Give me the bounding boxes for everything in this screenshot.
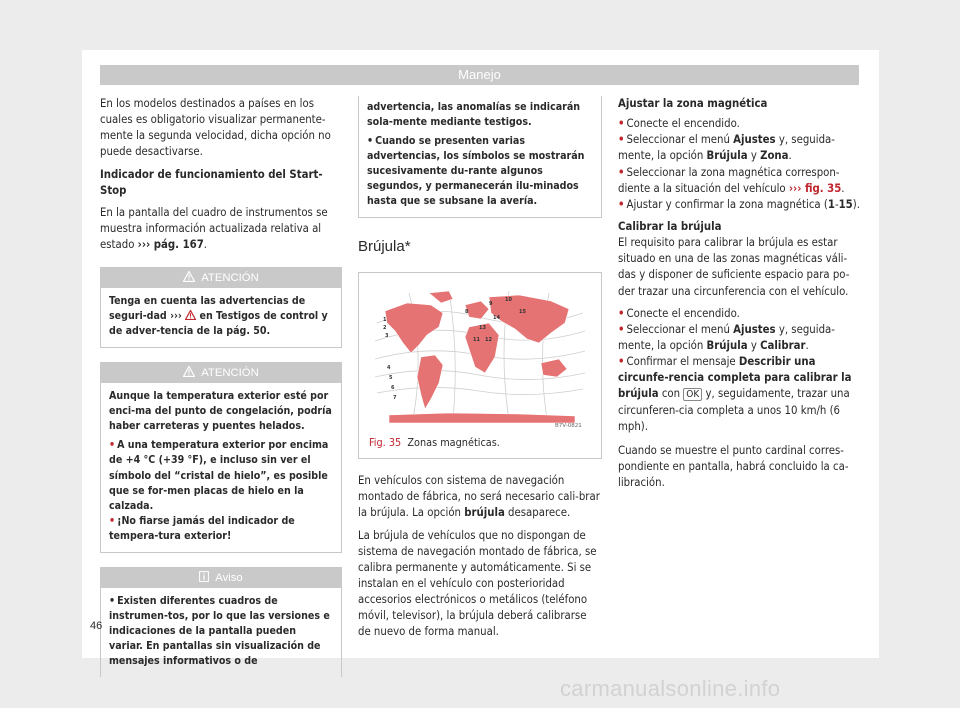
warning-text: Aunque la temperatura exterior esté por enci-ma del punto de congelación, podría haber carreteras y puentes helados. [109,390,332,433]
list-item: • Conecte el encendido. [618,117,740,131]
figure-caption: Fig. 35 Zonas magnéticas. [369,435,500,449]
svg-text:6: 6 [391,384,395,391]
svg-text:9: 9 [489,300,493,307]
list-item: • Cuando se presenten varias advertencias, los símbolos se mostrarán sucesivamente du-rante algunos segundos, y permanecerán ilu-minados hasta que se subsane la avería. [367,135,585,208]
figure-link[interactable]: ››› fig. 35 [788,181,842,195]
paragraph: En los modelos destinados a países en los cuales es obligatorio visualizar permanente-mente la segunda velocidad, dicha opción no puede desactivarse. [100,97,331,159]
paragraph: El requisito para calibrar la brújula es estar situado en una de las zonas magnéticas váli-das y disponer de suficiente espacio para po-der trazar una circunferencia con el vehículo. [618,236,850,298]
page-header: Manejo [100,65,859,85]
warning-box-body: Tenga en cuenta las advertencias de seguri-dad ››› en Testigos de control y de adver-tencia de la pág. 50. [109,295,328,338]
list-item: • Seleccionar el menú Ajustes y, seguida-mente, la opción Brújula y Calibrar. [618,322,835,352]
page-number: 46 [90,620,103,632]
list-item: • Conecte el encendido. [618,306,740,320]
column-3 [618,96,860,497]
list-item: • Seleccionar el menú Ajustes y, seguida-mente, la opción Brújula y Zona. [618,133,835,163]
note-box-body: advertencia, las anomalías se indicarán sola-mente mediante testigos. • Cuando se presenten varias advertencias, los símbolos se mostrarán sucesivamente du-rante algunos segundos, y permanecerán ilu-minados hasta que se subsane la avería. [359,96,601,217]
warning-box [100,267,342,348]
warning-triangle-icon [185,310,196,320]
note-box [100,567,342,677]
list-item: • Confirmar el mensaje Describir una circunfe-rencia completa para calibrar la brújula con OK y, seguidamente, trazar una circunferen-cia completa a unos 10 km/h (6 mph). [618,355,852,433]
svg-text:15: 15 [519,308,526,315]
svg-text:12: 12 [485,336,492,343]
warning-triangle-icon [183,366,195,377]
paragraph: En vehículos con sistema de navegación montado de fábrica, no será necesario cali-brar la brújula. La opción brújula desaparece. [358,474,600,520]
svg-text:5: 5 [389,374,393,381]
note-box-header: Aviso [101,568,341,588]
page-link[interactable]: ››› pág. 167 [137,238,204,252]
warning-triangle-icon [183,271,195,282]
svg-text:7: 7 [393,394,397,401]
warning-box [100,362,342,552]
info-icon [199,571,209,582]
svg-text:2: 2 [383,324,387,331]
warning-box-body [101,383,341,551]
list-item: • A una temperatura exterior por encima de +4 °C (+39 °F), e incluso sin ver el símbolo del “cristal de hielo”, es posible que se for-men placas de hielo en la calzada. [109,439,329,512]
svg-text:3: 3 [385,332,389,339]
magnetic-zones-map [369,283,591,429]
list-item: • Ajustar y confirmar la zona magnética (1-15). [618,197,860,211]
figure [358,272,602,459]
subheading: Indicador de funcionamiento del Start-Stop [100,167,323,197]
svg-text:13: 13 [479,324,486,331]
watermark: carmanualsonline.info [560,676,781,701]
section-title: Brújula* [358,238,411,256]
subheading: Calibrar la brújula [618,219,722,233]
list-item: • ¡No fiarse jamás del indicador de tempera-tura exterior! [109,514,295,542]
paragraph: Cuando se muestre el punto cardinal corres-pondiente en pantalla, habrá concluido la ca-libración. [618,443,849,490]
svg-text:4: 4 [387,364,391,371]
svg-text:1: 1 [383,316,387,323]
subheading: Ajustar la zona magnética [618,97,768,110]
warning-box-header: ATENCIÓN [101,363,341,383]
paragraph: La brújula de vehículos que no dispongan de sistema de navegación montado de fábrica, se calibra permanente y automáticamente. Si se instalan en el vehículo con posterioridad accesorios electrónicos o metálicos (teléfono móvil, televisor), la brújula deberá calibrarse de nuevo de forma manual. [358,528,597,639]
svg-text:8: 8 [465,308,469,315]
note-box-continued [358,96,602,218]
svg-text:11: 11 [473,336,480,343]
column-2 [358,96,602,647]
list-item: • Seleccionar la zona magnética correspon-diente a la situación del vehículo ››› fig. 35. [618,165,845,195]
svg-text:14: 14 [493,314,500,321]
figure-code: B7V-0821 [555,422,582,429]
paragraph: En la pantalla del cuadro de instrumentos se muestra información actualizada relativa al estado ››› pág. 167. [100,205,328,252]
list-item: • Existen diferentes cuadros de instrumen-tos, por lo que las versiones e indicaciones de la pantalla pueden variar. En pantallas sin visualización de mensajes informativos o de [109,594,330,667]
column-1 [100,96,342,691]
warning-box-header: ATENCIÓN [101,268,341,288]
note-box-body [101,588,341,677]
ok-key-icon: OK [683,388,702,401]
svg-text:10: 10 [505,296,512,303]
